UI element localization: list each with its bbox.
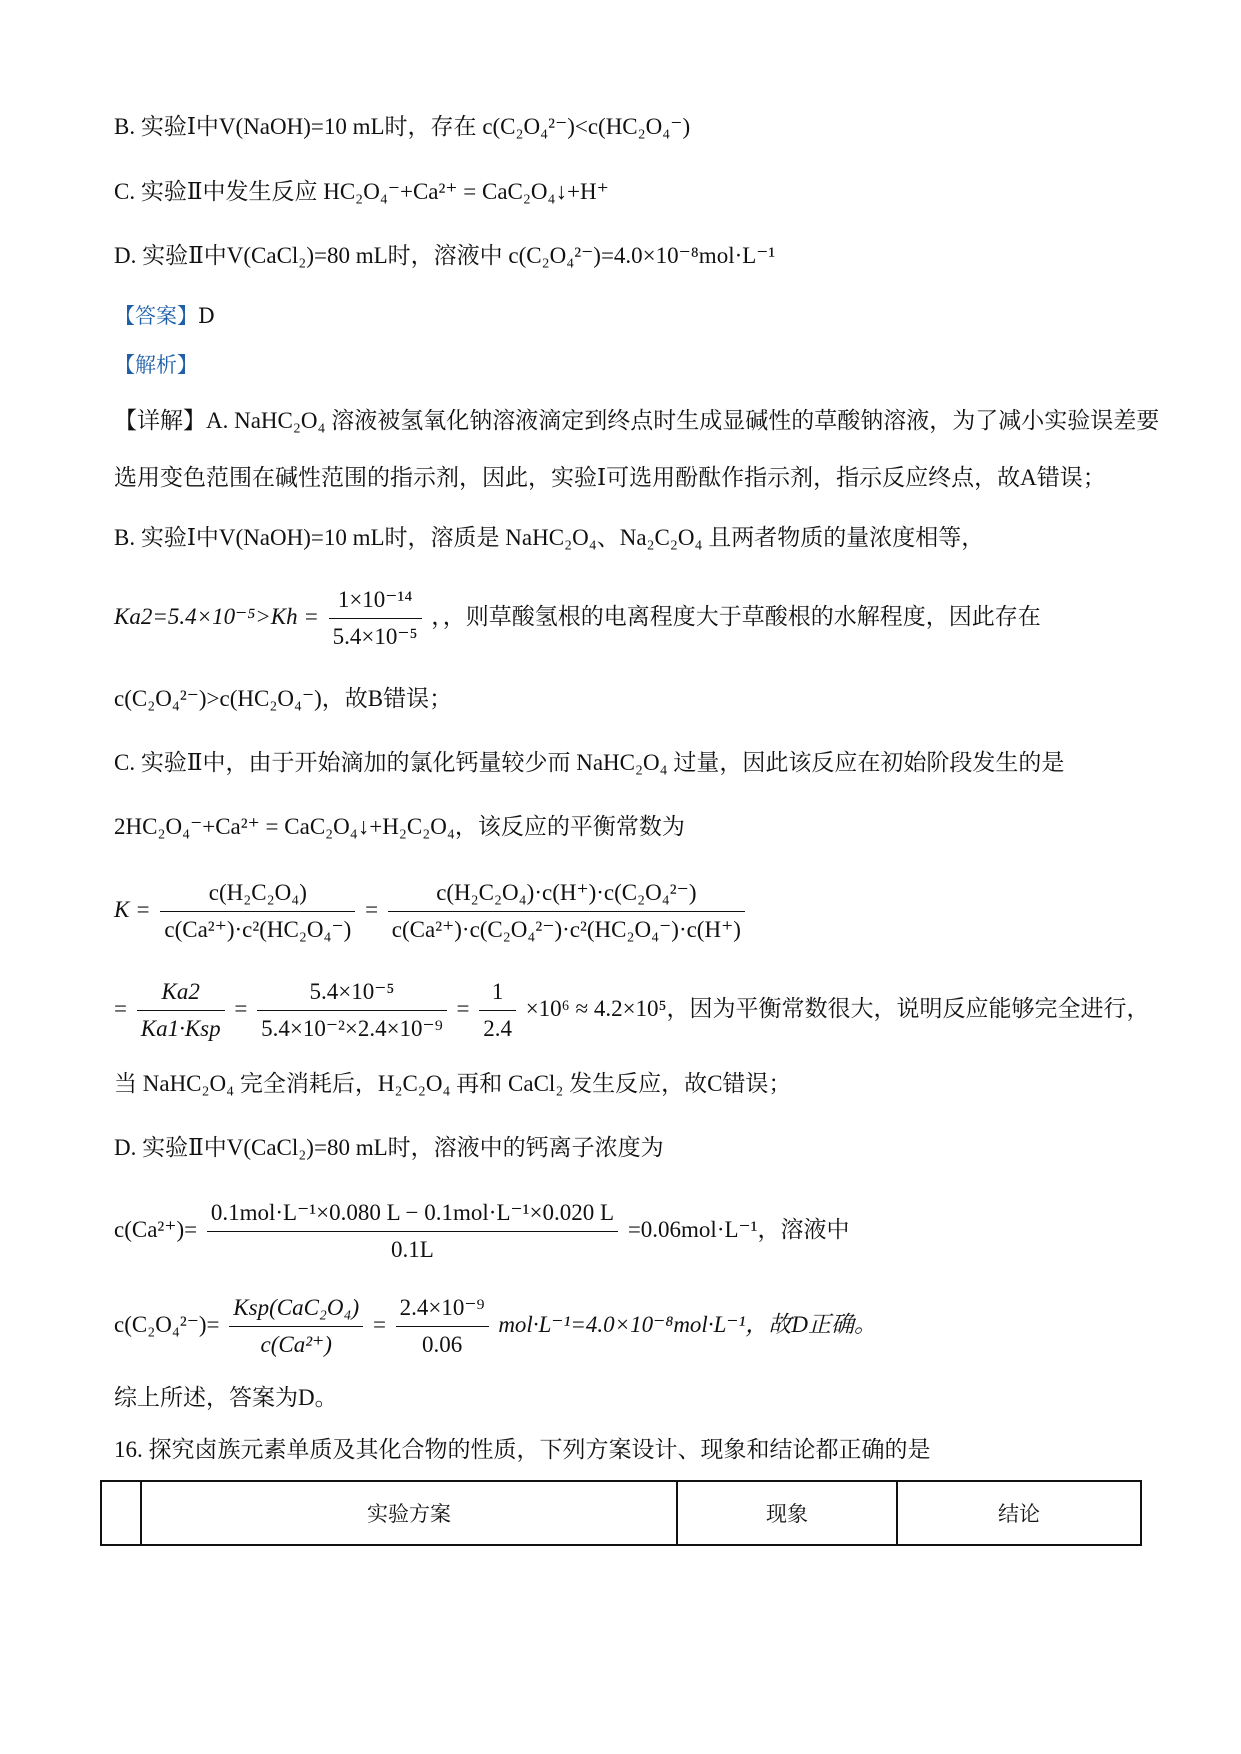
fraction-kh: $\frac{\text{1×10⁻¹⁴}}{\text{5.4×10⁻⁵}}$ xyxy=(329,585,422,652)
detail-c-line1: C. 实验Ⅱ中，由于开始滴加的氯化钙量较少而 NaHC₂O₄ 过量，因此该反应在初始阶段发生的是 xyxy=(114,750,1065,775)
answer-tag: 【答案】 xyxy=(114,304,198,328)
detail-d-line1: D. 实验Ⅱ中V(CaCl₂)=80 mL时，溶液中的钙离子浓度为 xyxy=(114,1135,664,1160)
detail-k-expression: K = $\frac{\text{c(H₂C₂O₄)}}{\text{c(Ca²⁺)·c²(HC₂O₄⁻)}}$ = $\frac{\text{c(H₂C₂O₄)·c(H⁺)·c(C₂O₄²⁻)}}{\text{c(Ca²⁺)·c(C₂O₄²⁻)·c²(HC₂O₄⁻)·c(H⁺)}}$ xyxy=(114,878,749,945)
detail-c-line3: 当 NaHC₂O₄ 完全消耗后，H₂C₂O₄ 再和 CaCl₂ 发生反应，故C错误； xyxy=(114,1071,792,1096)
detail-k-value: = $\frac{Ka2}{\text{Ka1·Ksp}}$ = $\frac{\text{5.4×10⁻⁵}}{\text{5.4×10⁻²×2.4×10⁻⁹}}$ = $\frac{1}{2.4}$ ×10⁶ ≈ 4.2×10⁵，因为平衡常数很大，说明反应能够完全进行， xyxy=(114,977,1150,1044)
table-header-plan: 实验方案 xyxy=(141,1481,677,1545)
fraction-ksp: $\frac{\text{Ksp(CaC₂O₄)}}{\text{c(Ca²⁺)}}$ xyxy=(229,1293,363,1360)
answer-line xyxy=(114,301,215,331)
option-c: C. 实验Ⅱ中发生反应 HC₂O₄⁻+Ca²⁺ = CaC₂O₄↓+H⁺ xyxy=(114,179,609,204)
answer-value: D xyxy=(198,304,215,328)
detail-d-ca: c(Ca²⁺)= $\frac{\text{0.1mol·L⁻¹×0.080 L − 0.1mol·L⁻¹×0.020 L}}{0.1L}$ =0.06mol·L⁻¹，溶液中 xyxy=(114,1198,850,1265)
fraction-ksp-values: $\frac{\text{2.4×10⁻⁹}}{0.06}$ xyxy=(396,1293,489,1360)
detail-c-line2: 2HC₂O₄⁻+Ca²⁺ = CaC₂O₄↓+H₂C₂O₄，该反应的平衡常数为 xyxy=(114,814,685,839)
detail-tag: 【详解】 xyxy=(114,408,206,433)
fraction-values: $\frac{\text{5.4×10⁻⁵}}{\text{5.4×10⁻²×2.4×10⁻⁹}}$ xyxy=(257,977,447,1044)
fraction-one: $\frac{1}{2.4}$ xyxy=(479,977,516,1044)
summary-line: 综上所述，答案为D。 xyxy=(114,1385,338,1410)
option-d: D. 实验Ⅱ中V(CaCl₂)=80 mL时，溶液中 c(C₂O₄²⁻)=4.0×10⁻⁸mol·L⁻¹ xyxy=(114,243,776,268)
table-header-row xyxy=(101,1481,1141,1545)
table-header-index xyxy=(101,1481,141,1545)
option-b: B. 实验Ⅰ中V(NaOH)=10 mL时，存在 c(C₂O₄²⁻)<c(HC₂O₄⁻) xyxy=(114,114,691,139)
detail-d-c2o4: c(C₂O₄²⁻)= $\frac{\text{Ksp(CaC₂O₄)}}{\text{c(Ca²⁺)}}$ = $\frac{\text{2.4×10⁻⁹}}{0.06}$ mol·L⁻¹=4.0×10⁻⁸mol·L⁻¹，故D正确。 xyxy=(114,1293,877,1360)
detail-b-line1: B. 实验Ⅰ中V(NaOH)=10 mL时，溶质是 NaHC₂O₄、Na₂C₂O₄ 且两者物质的量浓度相等， xyxy=(114,525,985,550)
detail-a-line1: 【详解】A. NaHC₂O₄ 溶液被氢氧化钠溶液滴定到终点时生成显碱性的草酸钠溶液，为了减小实验误差要 xyxy=(114,408,1160,433)
experiment-table xyxy=(100,1480,1142,1546)
detail-a-line2: 选用变色范围在碱性范围的指示剂，因此，实验Ⅰ可选用酚酞作指示剂，指示反应终点，故A错误； xyxy=(114,465,1106,490)
fraction-ka: $\frac{Ka2}{\text{Ka1·Ksp}}$ xyxy=(137,977,225,1044)
fraction-ca: $\frac{\text{0.1mol·L⁻¹×0.080 L − 0.1mol·L⁻¹×0.020 L}}{0.1L}$ xyxy=(207,1198,618,1265)
detail-b-line3: c(C₂O₄²⁻)>c(HC₂O₄⁻)，故B错误； xyxy=(114,686,453,711)
fraction-k2: $\frac{\text{c(H₂C₂O₄)·c(H⁺)·c(C₂O₄²⁻)}}{\text{c(Ca²⁺)·c(C₂O₄²⁻)·c²(HC₂O₄⁻)·c(H⁺)}}$ xyxy=(388,878,745,945)
table-header-phenomenon: 现象 xyxy=(677,1481,897,1545)
table-header-conclusion: 结论 xyxy=(897,1481,1141,1545)
analysis-tag: 【解析】 xyxy=(114,353,198,377)
detail-b-line2: Ka2=5.4×10⁻⁵>Kh = $\frac{\text{1×10⁻¹⁴}}{\text{5.4×10⁻⁵}}$ ，，则草酸氢根的电离程度大于草酸根的水解程度，因此存在 xyxy=(114,585,1041,652)
fraction-k1: $\frac{\text{c(H₂C₂O₄)}}{\text{c(Ca²⁺)·c²(HC₂O₄⁻)}}$ xyxy=(160,878,355,945)
question-16: 16. 探究卤族元素单质及其化合物的性质，下列方案设计、现象和结论都正确的是 xyxy=(114,1437,931,1462)
